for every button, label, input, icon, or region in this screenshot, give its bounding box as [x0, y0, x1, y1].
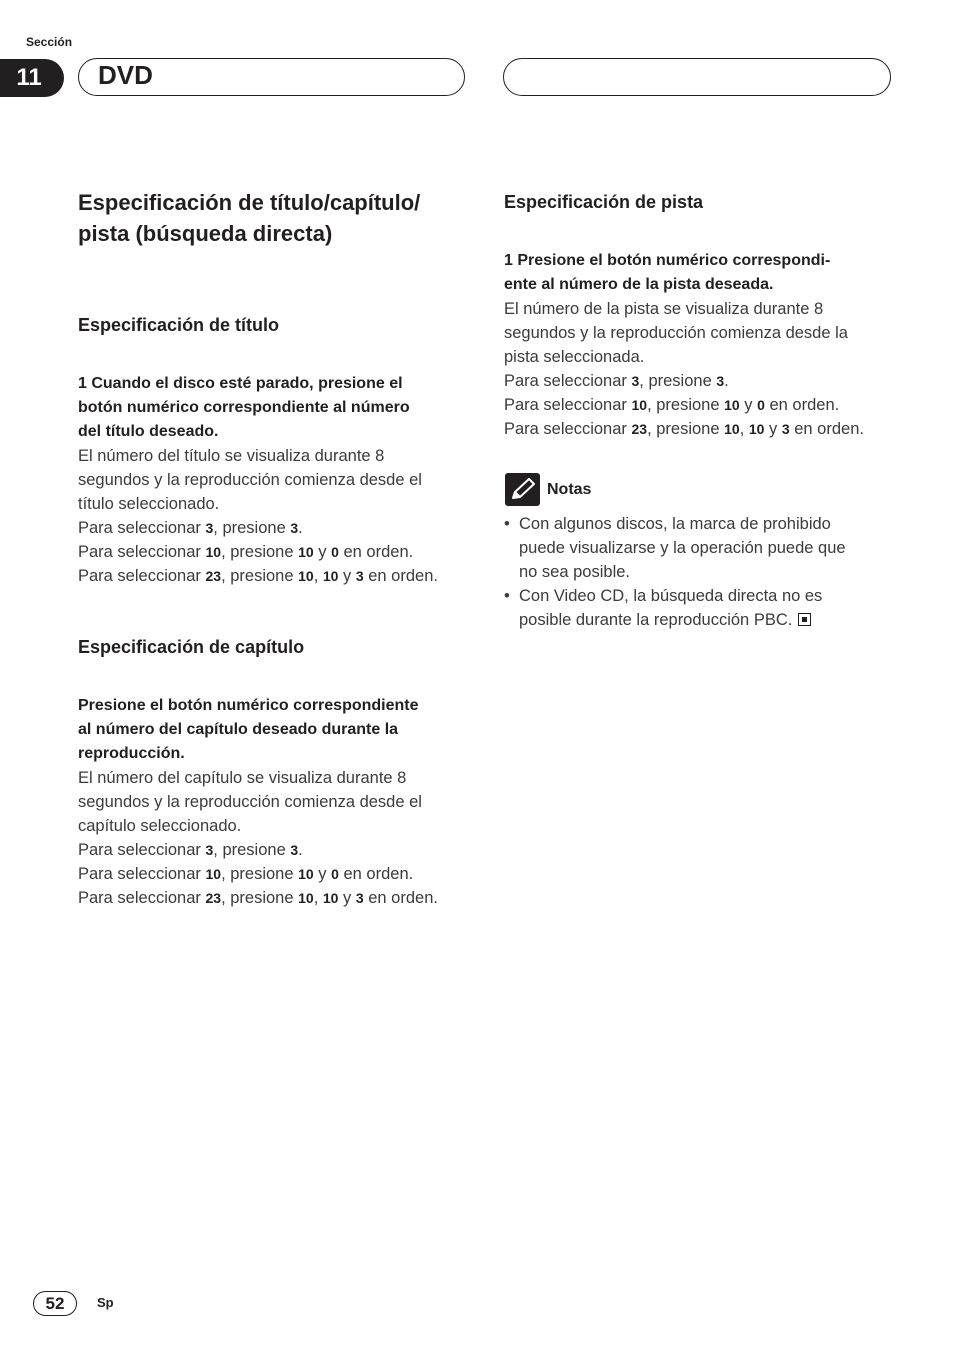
list-item	[504, 512, 894, 584]
header-right-frame	[503, 58, 891, 96]
note2-line1: Con Video CD, la búsqueda directa no es	[519, 587, 823, 605]
track-step-line1: 1 Presione el botón numérico correspondi-	[504, 252, 831, 269]
title-select-23: Para seleccionar 23, presione 10, 10 y 3 en orden.	[78, 567, 438, 585]
track-body-line2: segundos y la reproducción comienza desde la	[504, 324, 848, 342]
title-section-heading: Especificación de título	[78, 315, 280, 335]
title-body-line3: título seleccionado.	[78, 495, 220, 513]
notes-label: Notas	[547, 481, 592, 498]
note2-line2: posible durante la reproducción PBC.	[519, 608, 822, 632]
list-item	[504, 584, 894, 632]
chapter-title: DVD	[98, 60, 153, 90]
track-section	[504, 190, 896, 441]
chapter-select-3: Para seleccionar 3, presione 3.	[78, 841, 303, 859]
section-label: Sección	[26, 35, 73, 49]
chapter-step-line1: Presione el botón numérico correspondiente	[78, 697, 419, 714]
track-section-heading: Especificación de pista	[504, 192, 704, 212]
chapter-step-line2: al número del capítulo deseado durante la	[78, 721, 399, 738]
note1-line2: puede visualizarse y la operación puede que	[519, 539, 846, 557]
main-title-line1: Especificación de título/capítulo/	[78, 190, 421, 215]
track-select-10: Para seleccionar 10, presione 10 y 0 en orden.	[504, 396, 840, 414]
track-body-line3: pista seleccionada.	[504, 348, 645, 366]
main-title	[78, 187, 470, 249]
title-step-line2: botón numérico correspondiente al número	[78, 399, 410, 416]
chapter-select-23: Para seleccionar 23, presione 10, 10 y 3 en orden.	[78, 889, 438, 907]
title-body-line1: El número del título se visualiza durante 8	[78, 447, 385, 465]
chapter-body-line3: capítulo seleccionado.	[78, 817, 242, 835]
chapter-body-line2: segundos y la reproducción comienza desde el	[78, 793, 422, 811]
track-body-line1: El número de la pista se visualiza durante 8	[504, 300, 824, 318]
section-number-tab: 11	[0, 59, 64, 97]
bullet: •	[504, 587, 510, 605]
chapter-step-line3: reproducción.	[78, 745, 185, 762]
chapter-section	[78, 635, 470, 910]
pencil-icon	[505, 473, 540, 506]
title-step-line1: 1 Cuando el disco esté parado, presione el	[78, 375, 403, 392]
chapter-select-10: Para seleccionar 10, presione 10 y 0 en orden.	[78, 865, 414, 883]
note1-line3: no sea posible.	[519, 563, 630, 581]
chapter-body-line1: El número del capítulo se visualiza durante 8	[78, 769, 407, 787]
track-select-3: Para seleccionar 3, presione 3.	[504, 372, 729, 390]
notes-list	[504, 512, 894, 632]
main-title-line2: pista (búsqueda directa)	[78, 221, 333, 246]
title-step-line3: del título deseado.	[78, 423, 219, 440]
end-of-section-icon	[798, 613, 811, 626]
note1-line1: Con algunos discos, la marca de prohibido	[519, 515, 831, 533]
page-number: 52	[33, 1291, 77, 1316]
bullet: •	[504, 515, 510, 533]
title-select-10: Para seleccionar 10, presione 10 y 0 en orden.	[78, 543, 414, 561]
chapter-section-heading: Especificación de capítulo	[78, 637, 305, 657]
title-select-3: Para seleccionar 3, presione 3.	[78, 519, 303, 537]
track-step-line2: ente al número de la pista deseada.	[504, 276, 774, 293]
page-language: Sp	[97, 1295, 114, 1310]
title-section	[78, 313, 470, 588]
track-select-23: Para seleccionar 23, presione 10, 10 y 3 en orden.	[504, 420, 864, 438]
title-body-line2: segundos y la reproducción comienza desde el	[78, 471, 422, 489]
